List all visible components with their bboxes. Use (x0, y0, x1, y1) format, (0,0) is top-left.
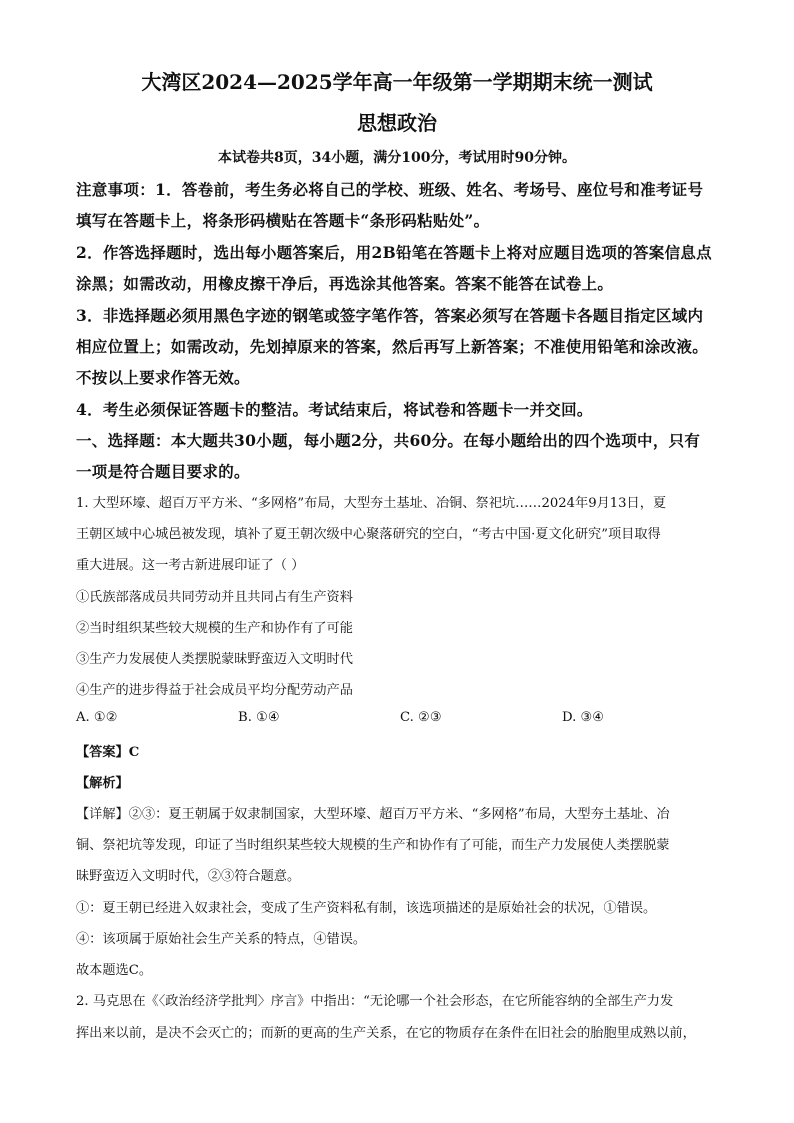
exam-info: 本试卷共8页，34小题，满分100分，考试用时90分钟。 (218, 150, 576, 166)
analysis-line: 昧野蛮迈入文明时代，②③符合题意。 (76, 869, 301, 884)
notice-line: 涂黑；如需改动，用橡皮擦干净后，再选涂其他答案。答案不能答在试卷上。 (76, 274, 614, 293)
question-stem: 2. 马克思在《〈政治经济学批判〉序言》中指出：“无论哪一个社会形态，在它所能容纳的全部生产力发 (76, 994, 674, 1009)
section-heading: 一、选择题：本大题共30小题，每小题2分，共60分。在每小题给出的四个选项中，只有 (76, 431, 701, 450)
question-stem: 王朝区域中心城邑被发现，填补了夏王朝次级中心聚落研究的空白，“考古中国·夏文化研究”项目取得 (76, 527, 661, 542)
answer-label: 【答案】C (76, 745, 140, 760)
question-stem: 重大进展。这一考古新进展印证了（ ） (76, 558, 305, 573)
question-item: ④生产的进步得益于社会成员平均分配劳动产品 (76, 683, 353, 698)
option-c: C. ②③ (400, 710, 442, 725)
question-item: ②当时组织某些较大规模的生产和协作有了可能 (76, 621, 353, 636)
notice-line: 不按以上要求作答无效。 (76, 368, 250, 387)
section-heading: 一项是符合题目要求的。 (76, 462, 250, 481)
question-item: ①氏族部落成员共同劳动并且共同占有生产资料 (76, 590, 353, 605)
notice-line: 2．作答选择题时，选出每小题答案后，用2B铅笔在答题卡上将对应题目选项的答案信息点 (76, 243, 712, 262)
subject-title: 思想政治 (357, 111, 437, 135)
analysis-line: ①：夏王朝已经进入奴隶社会，变成了生产资料私有制，该选项描述的是原始社会的状况，①错误。 (76, 901, 657, 916)
question-item: ③生产力发展使人类摆脱蒙昧野蛮迈入文明时代 (76, 652, 353, 667)
notice-line: 4．考生必须保证答题卡的整洁。考试结束后，将试卷和答题卡一并交回。 (76, 400, 593, 419)
analysis-line: ④：该项属于原始社会生产关系的特点，④错误。 (76, 932, 367, 947)
analysis-line: 【详解】②③：夏王朝属于奴隶制国家，大型环壕、超百万平方米、“多网格”布局，大型夯土基址、冶 (76, 807, 670, 822)
option-a: A. ①② (76, 710, 118, 725)
question-stem: 挥出来以前，是决不会灭亡的；而新的更高的生产关系，在它的物质存在条件在旧社会的胎胞里成熟以前， (76, 1026, 696, 1041)
exam-title: 大湾区2024—2025学年高一年级第一学期期末统一测试 (141, 70, 653, 94)
option-b: B. ①④ (238, 710, 280, 725)
option-d: D. ③④ (562, 710, 605, 725)
notice-line: 注意事项：1．答卷前，考生务必将自己的学校、班级、姓名、考场号、座位号和准考证号 (76, 180, 704, 199)
analysis-line: 铜、祭祀坑等发现，印证了当时组织某些较大规模的生产和协作有了可能，而生产力发展使人类摆脱蒙 (76, 838, 670, 853)
notice-line: 相应位置上；如需改动，先划掉原来的答案，然后再写上新答案；不准使用铅笔和涂改液。 (76, 337, 709, 356)
notice-line: 3．非选择题必须用黑色字迹的钢笔或签字笔作答，答案必须写在答题卡各题目指定区域内 (76, 306, 704, 325)
analysis-line: 故本题选C。 (76, 963, 153, 978)
question-stem: 1. 大型环壕、超百万平方米、“多网格”布局，大型夯土基址、冶铜、祭祀坑……2024年9月13日，夏 (76, 496, 667, 511)
notice-line: 填写在答题卡上，将条形码横贴在答题卡“条形码粘贴处”。 (76, 211, 490, 230)
analysis-label: 【解析】 (76, 776, 129, 791)
